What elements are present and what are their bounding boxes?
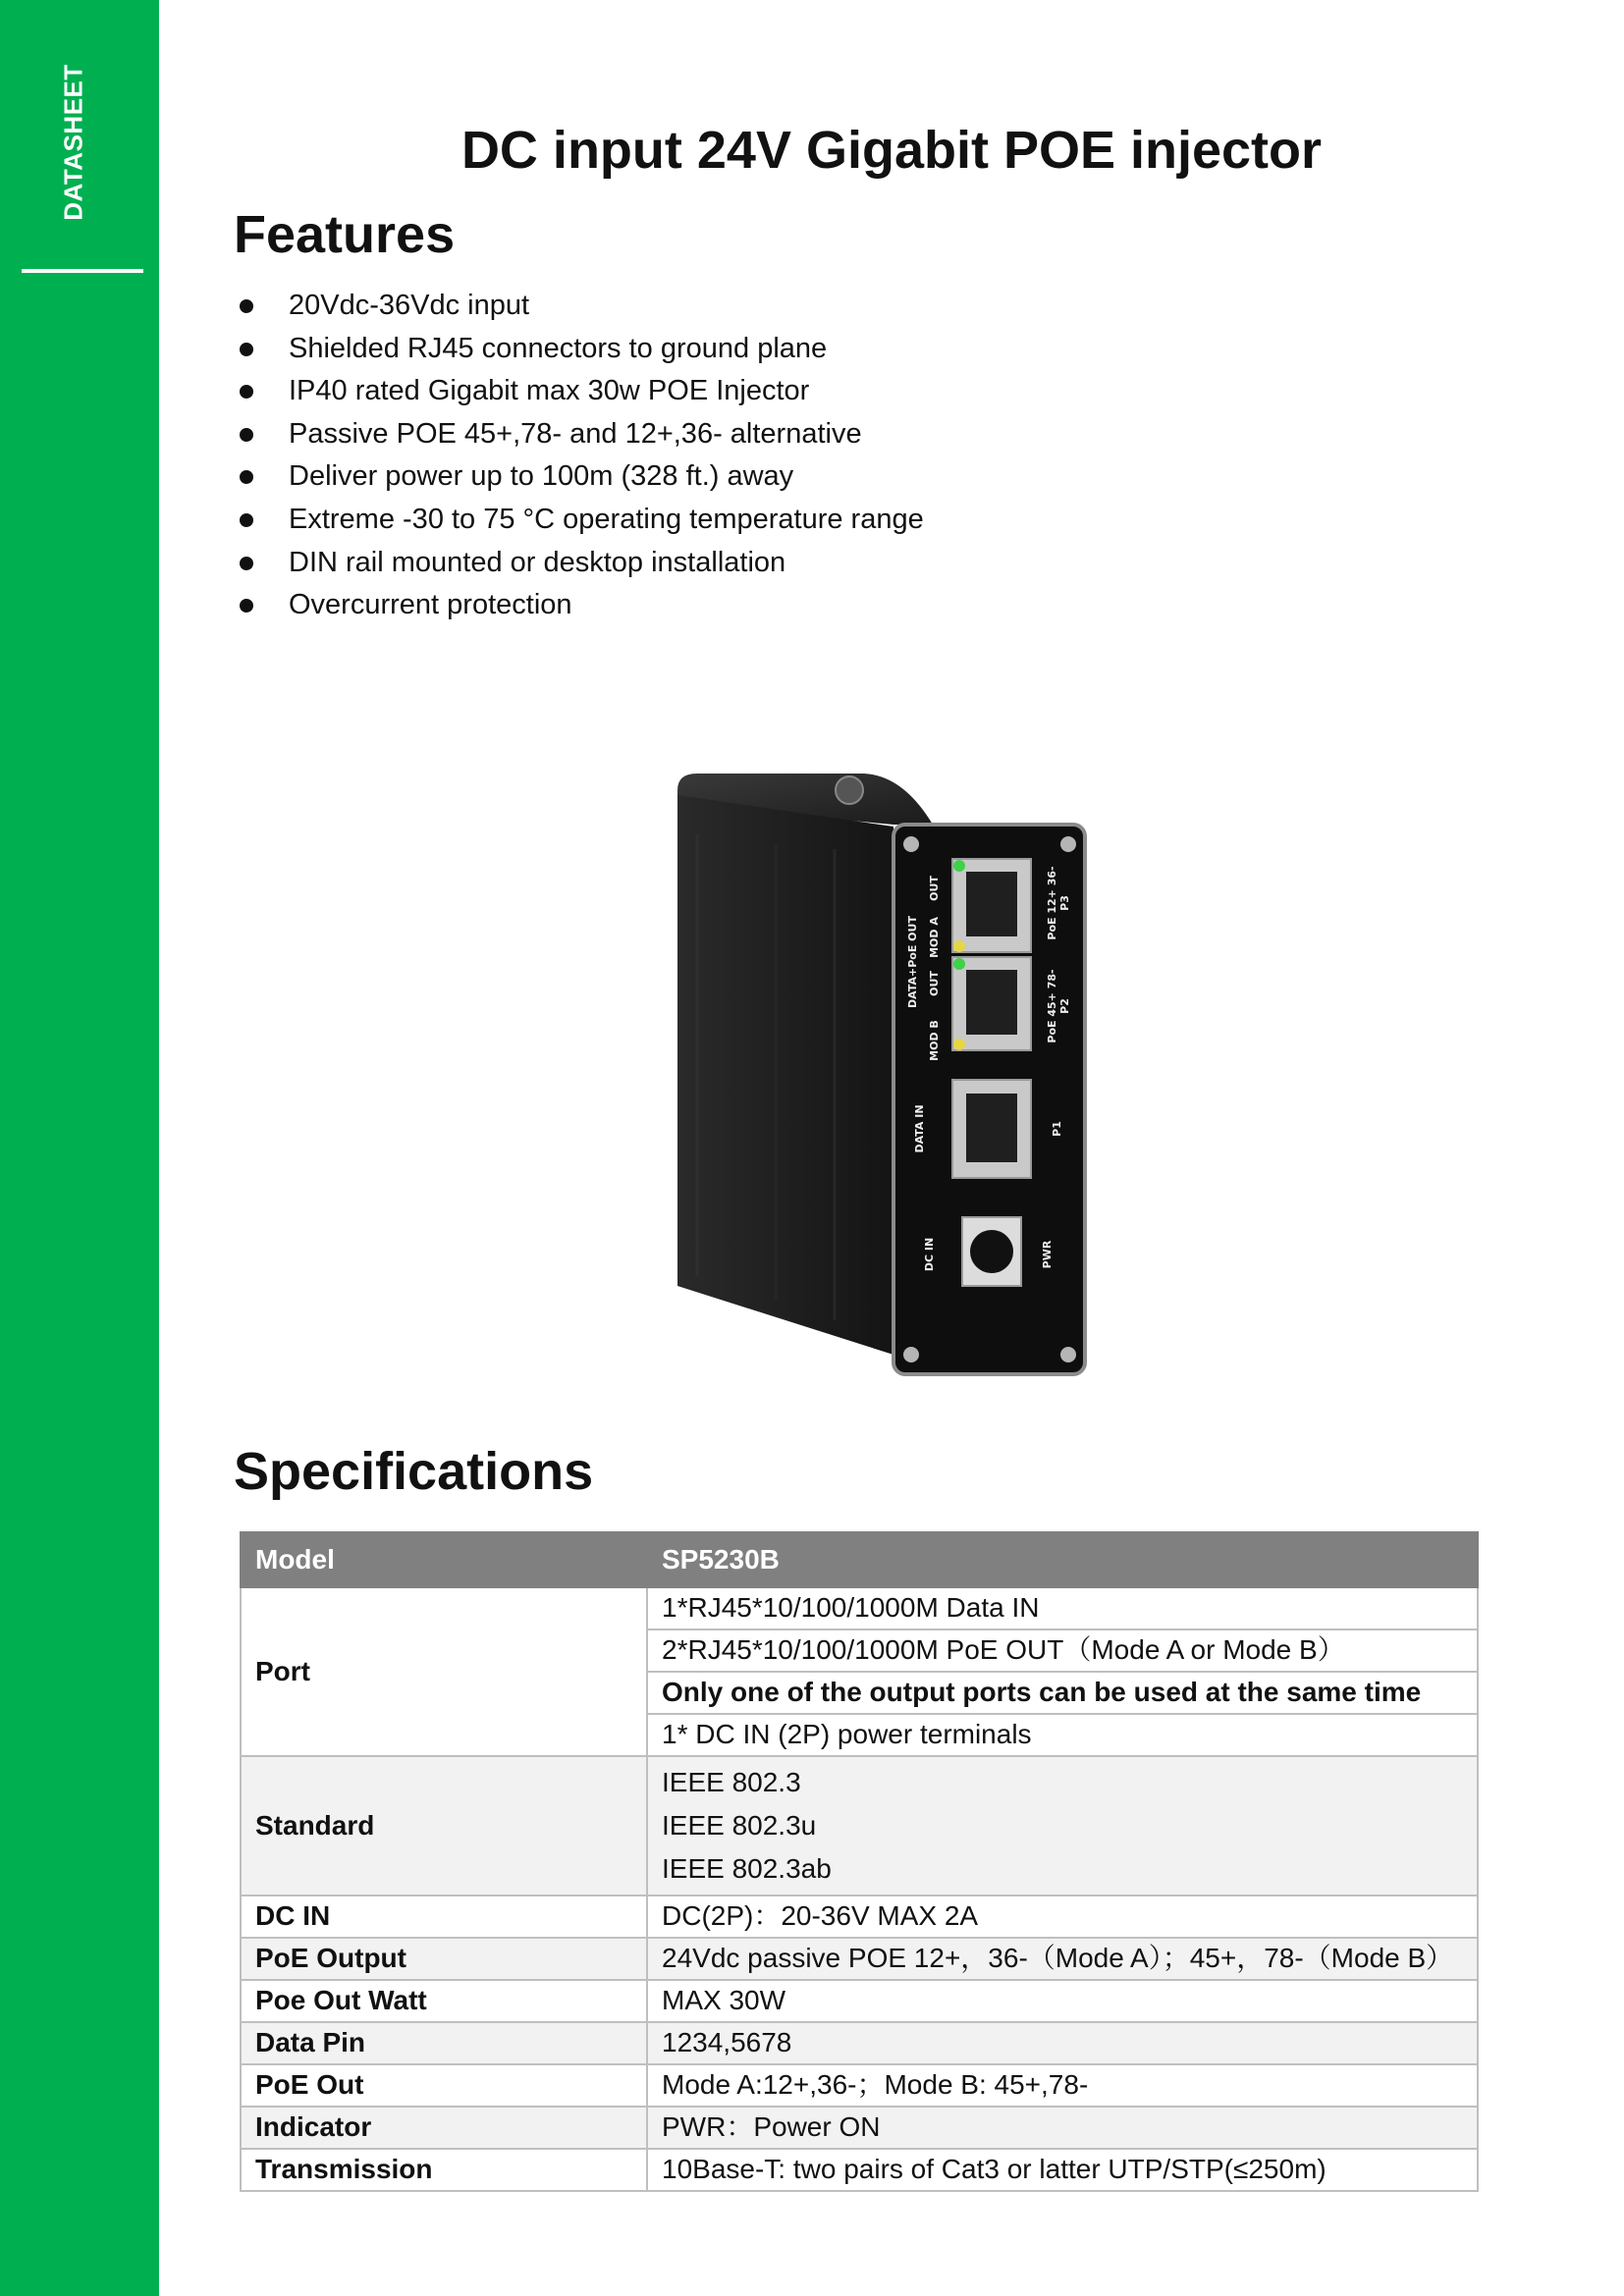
- bullet-icon: [240, 428, 253, 442]
- device-side-face: [677, 795, 893, 1355]
- sidebar-band: [0, 0, 159, 2296]
- standard-line: IEEE 802.3ab: [662, 1853, 832, 1884]
- specifications-heading: Specifications: [234, 1442, 594, 1501]
- feature-item: DIN rail mounted or desktop installation: [234, 542, 924, 585]
- features-heading: Features: [234, 205, 456, 264]
- screw-icon: [903, 836, 919, 852]
- row-value: 24Vdc passive POE 12+，36-（Mode A）；45+，78-（Mode B）: [647, 1938, 1478, 1980]
- row-label: Data Pin: [241, 2022, 647, 2064]
- table-row: [241, 1896, 1478, 1938]
- label-data-poe-out: DATA+PoE OUT: [906, 916, 919, 1008]
- ground-screw-icon: [836, 776, 863, 804]
- label-poe-p2: PoE 45+ 78-: [1046, 969, 1058, 1043]
- standard-line: IEEE 802.3u: [662, 1810, 817, 1841]
- feature-item: Overcurrent protection: [234, 584, 924, 627]
- row-value: DC(2P)：20-36V MAX 2A: [647, 1896, 1478, 1938]
- row-label-port: Port: [241, 1587, 647, 1756]
- bullet-icon: [240, 557, 253, 570]
- table-row: [241, 1756, 1478, 1896]
- feature-item: IP40 rated Gigabit max 30w POE Injector: [234, 370, 924, 413]
- table-row: [241, 2022, 1478, 2064]
- row-value: 2*RJ45*10/100/1000M PoE OUT（Mode A or Mode B）: [647, 1629, 1478, 1672]
- sidebar-label: DATASHEET: [58, 64, 88, 221]
- feature-item: Shielded RJ45 connectors to ground plane: [234, 328, 924, 371]
- row-value: 1* DC IN (2P) power terminals: [647, 1714, 1478, 1756]
- row-label: Poe Out Watt: [241, 1980, 647, 2022]
- standard-line: IEEE 802.3: [662, 1767, 801, 1797]
- row-value: MAX 30W: [647, 1980, 1478, 2022]
- row-value-note: Only one of the output ports can be used at the same time: [647, 1672, 1478, 1714]
- feature-item: Deliver power up to 100m (328 ft.) away: [234, 455, 924, 499]
- feature-item: Passive POE 45+,78- and 12+,36- alternative: [234, 413, 924, 456]
- dc-in-jack-hole: [970, 1230, 1013, 1273]
- label-p3: P3: [1058, 895, 1071, 911]
- feature-item: 20Vdc-36Vdc input: [234, 285, 924, 328]
- table-row: [241, 2149, 1478, 2191]
- screw-icon: [903, 1347, 919, 1362]
- bullet-icon: [240, 513, 253, 527]
- label-pwr: PWR: [1041, 1240, 1054, 1269]
- label-p1: P1: [1051, 1121, 1063, 1137]
- bullet-icon: [240, 599, 253, 613]
- row-label: PoE Output: [241, 1938, 647, 1980]
- row-label: Indicator: [241, 2107, 647, 2149]
- label-out-2: OUT: [928, 971, 941, 996]
- label-mod-a: MOD A: [928, 917, 941, 958]
- label-mod-b: MOD B: [928, 1020, 941, 1061]
- bullet-icon: [240, 299, 253, 313]
- sidebar-divider: [22, 269, 143, 273]
- row-value: 1*RJ45*10/100/1000M Data IN: [647, 1587, 1478, 1629]
- feature-item: Extreme -30 to 75 °C operating temperature range: [234, 499, 924, 542]
- screw-icon: [1060, 1347, 1076, 1362]
- bullet-icon: [240, 385, 253, 399]
- row-label: Transmission: [241, 2149, 647, 2191]
- page-title: DC input 24V Gigabit POE injector: [460, 121, 1323, 180]
- row-label: PoE Out: [241, 2064, 647, 2107]
- table-header-row: [241, 1532, 1478, 1587]
- rj45-port-p2-opening: [966, 970, 1017, 1035]
- product-photo: [658, 766, 1090, 1394]
- bullet-icon: [240, 470, 253, 484]
- header-cell-model-value: SP5230B: [647, 1532, 1478, 1587]
- label-dc-in: DC IN: [923, 1237, 936, 1272]
- label-data-in: DATA IN: [913, 1104, 926, 1153]
- row-label: DC IN: [241, 1896, 647, 1938]
- screw-icon: [1060, 836, 1076, 852]
- row-value: 1234,5678: [647, 2022, 1478, 2064]
- rj45-port-p1-opening: [966, 1094, 1017, 1162]
- row-value: Mode A:12+,36-；Mode B: 45+,78-: [647, 2064, 1478, 2107]
- specifications-table: [240, 1531, 1479, 2192]
- table-row: [241, 1587, 1478, 1629]
- row-value-standard: [647, 1756, 1478, 1896]
- table-row: [241, 2064, 1478, 2107]
- table-row: [241, 2107, 1478, 2149]
- label-p2: P2: [1058, 998, 1071, 1014]
- row-label-standard: Standard: [241, 1756, 647, 1896]
- row-value: 10Base-T: two pairs of Cat3 or latter UTP/STP(≤250m): [647, 2149, 1478, 2191]
- bullet-icon: [240, 343, 253, 356]
- rj45-port-p3-opening: [966, 872, 1017, 936]
- led-green-icon: [953, 860, 965, 872]
- features-list: [234, 285, 924, 627]
- led-yellow-icon: [953, 940, 965, 952]
- header-cell-model: Model: [241, 1532, 647, 1587]
- label-poe-p3: PoE 12+ 36-: [1046, 866, 1058, 940]
- led-yellow-icon: [953, 1039, 965, 1050]
- label-out: OUT: [928, 876, 941, 901]
- led-green-icon: [953, 958, 965, 970]
- table-row: [241, 1980, 1478, 2022]
- table-row: [241, 1938, 1478, 1980]
- row-value: PWR：Power ON: [647, 2107, 1478, 2149]
